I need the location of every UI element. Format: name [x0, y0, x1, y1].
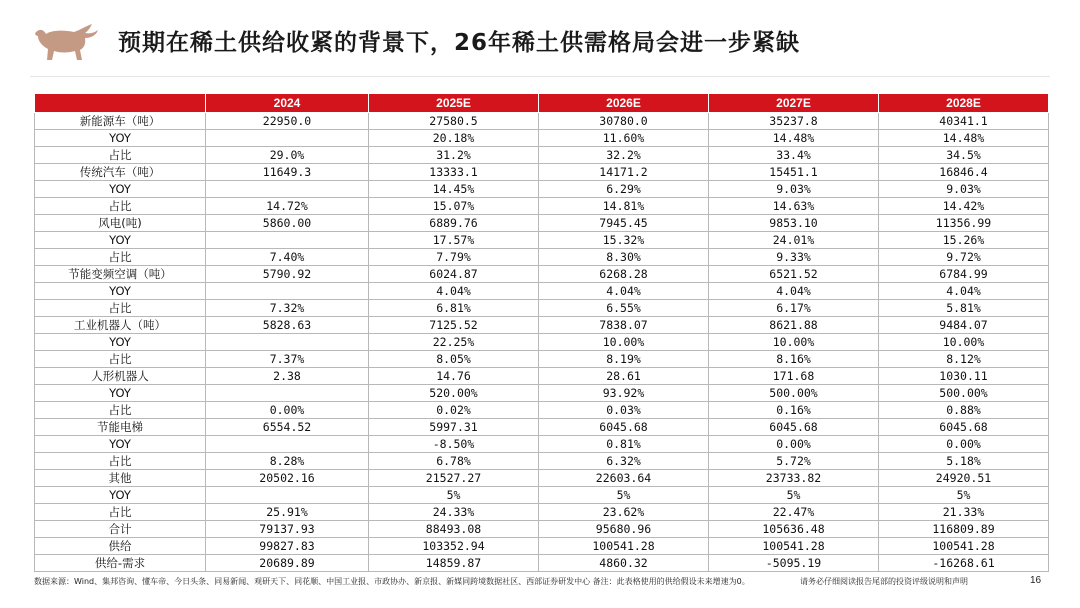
table-row	[35, 147, 1049, 164]
value-cell: 5997.31	[369, 419, 539, 436]
value-cell: 95680.96	[539, 521, 709, 538]
value-cell: 35237.8	[709, 113, 879, 130]
bull-logo-icon	[30, 18, 100, 64]
table-row	[35, 113, 1049, 130]
table-row	[35, 555, 1049, 572]
value-cell: 7.40%	[206, 249, 369, 266]
value-cell: 8.28%	[206, 453, 369, 470]
value-cell: -8.50%	[369, 436, 539, 453]
value-cell: 20502.16	[206, 470, 369, 487]
value-cell: 14.48%	[709, 130, 879, 147]
value-cell: 88493.08	[369, 521, 539, 538]
table-row	[35, 198, 1049, 215]
value-cell: 0.88%	[879, 402, 1049, 419]
table-row	[35, 232, 1049, 249]
table-row	[35, 283, 1049, 300]
row-label-cell: 占比	[35, 351, 206, 368]
value-cell: 520.00%	[369, 385, 539, 402]
table-row	[35, 385, 1049, 402]
value-cell	[206, 181, 369, 198]
table-row	[35, 521, 1049, 538]
value-cell: 8.12%	[879, 351, 1049, 368]
row-label-cell: 供给-需求	[35, 555, 206, 572]
value-cell	[206, 283, 369, 300]
row-label-cell: 占比	[35, 504, 206, 521]
value-cell: 6.81%	[369, 300, 539, 317]
value-cell: 9.03%	[879, 181, 1049, 198]
value-cell: 15.07%	[369, 198, 539, 215]
value-cell: 9.33%	[709, 249, 879, 266]
value-cell: 6.78%	[369, 453, 539, 470]
row-label-cell: 工业机器人（吨）	[35, 317, 206, 334]
value-cell: 32.2%	[539, 147, 709, 164]
value-cell: 30780.0	[539, 113, 709, 130]
value-cell: 25.91%	[206, 504, 369, 521]
value-cell: 500.00%	[879, 385, 1049, 402]
value-cell: 5860.00	[206, 215, 369, 232]
value-cell: 7838.07	[539, 317, 709, 334]
value-cell: 6268.28	[539, 266, 709, 283]
value-cell: 4.04%	[369, 283, 539, 300]
value-cell: -16268.61	[879, 555, 1049, 572]
value-cell: 99827.83	[206, 538, 369, 555]
value-cell: 103352.94	[369, 538, 539, 555]
value-cell: 0.00%	[709, 436, 879, 453]
table-row	[35, 317, 1049, 334]
value-cell: 23.62%	[539, 504, 709, 521]
value-cell: 6045.68	[539, 419, 709, 436]
value-cell: 6045.68	[709, 419, 879, 436]
value-cell	[206, 130, 369, 147]
value-cell: 14.42%	[879, 198, 1049, 215]
value-cell: 10.00%	[539, 334, 709, 351]
value-cell: 171.68	[709, 368, 879, 385]
source-note: 数据来源：Wind、集邦咨询、懂车帝、今日头条、同易新闻、观研天下、同花顺、中国工业报、市政协办、新京报、新媒同跨境数据社区、西部证券研发中心 备注：此表格使用的供给假设未来增速为0。	[34, 577, 750, 586]
value-cell: 22950.0	[206, 113, 369, 130]
value-cell: 22603.64	[539, 470, 709, 487]
value-cell: 24.33%	[369, 504, 539, 521]
value-cell: -5095.19	[709, 555, 879, 572]
disclaimer-note: 请务必仔细阅读报告尾部的投资评级说明和声明	[800, 577, 968, 586]
value-cell: 4860.32	[539, 555, 709, 572]
value-cell: 105636.48	[709, 521, 879, 538]
value-cell: 24920.51	[879, 470, 1049, 487]
value-cell: 5%	[369, 487, 539, 504]
table-row	[35, 470, 1049, 487]
value-cell: 9853.10	[709, 215, 879, 232]
column-header: 2025E	[369, 94, 539, 113]
value-cell: 6045.68	[879, 419, 1049, 436]
value-cell: 93.92%	[539, 385, 709, 402]
value-cell: 6521.52	[709, 266, 879, 283]
table-row	[35, 368, 1049, 385]
value-cell	[206, 385, 369, 402]
row-label-cell: YOY	[35, 232, 206, 249]
table-row	[35, 402, 1049, 419]
value-cell: 20.18%	[369, 130, 539, 147]
row-label-cell: 其他	[35, 470, 206, 487]
row-label-cell: YOY	[35, 181, 206, 198]
page-title: 预期在稀土供给收紧的背景下，26年稀土供需格局会进一步紧缺	[118, 30, 801, 56]
value-cell: 116809.89	[879, 521, 1049, 538]
row-label-cell: 占比	[35, 147, 206, 164]
row-label-cell: 占比	[35, 249, 206, 266]
table-row	[35, 266, 1049, 283]
value-cell: 8.19%	[539, 351, 709, 368]
value-cell: 2.38	[206, 368, 369, 385]
value-cell: 14.45%	[369, 181, 539, 198]
value-cell: 8.30%	[539, 249, 709, 266]
table-row	[35, 436, 1049, 453]
value-cell: 100541.28	[709, 538, 879, 555]
table-row	[35, 504, 1049, 521]
value-cell: 21.33%	[879, 504, 1049, 521]
table-row	[35, 249, 1049, 266]
value-cell: 22.47%	[709, 504, 879, 521]
value-cell: 8.05%	[369, 351, 539, 368]
value-cell: 6.17%	[709, 300, 879, 317]
value-cell: 9.03%	[709, 181, 879, 198]
value-cell: 15.26%	[879, 232, 1049, 249]
value-cell: 27580.5	[369, 113, 539, 130]
table-row	[35, 487, 1049, 504]
row-label-cell: YOY	[35, 385, 206, 402]
value-cell: 100541.28	[539, 538, 709, 555]
row-label-cell: YOY	[35, 487, 206, 504]
row-label-cell: 人形机器人	[35, 368, 206, 385]
value-cell	[206, 232, 369, 249]
table-row	[35, 215, 1049, 232]
title-divider	[30, 76, 1050, 77]
value-cell: 79137.93	[206, 521, 369, 538]
table-row	[35, 453, 1049, 470]
value-cell: 11649.3	[206, 164, 369, 181]
value-cell: 10.00%	[879, 334, 1049, 351]
value-cell: 0.02%	[369, 402, 539, 419]
value-cell: 21527.27	[369, 470, 539, 487]
value-cell: 34.5%	[879, 147, 1049, 164]
value-cell: 33.4%	[709, 147, 879, 164]
value-cell: 6.29%	[539, 181, 709, 198]
value-cell: 7.37%	[206, 351, 369, 368]
value-cell: 5.72%	[709, 453, 879, 470]
value-cell: 17.57%	[369, 232, 539, 249]
value-cell: 15451.1	[709, 164, 879, 181]
value-cell: 24.01%	[709, 232, 879, 249]
row-label-cell: 节能电梯	[35, 419, 206, 436]
value-cell: 6024.87	[369, 266, 539, 283]
value-cell: 14.63%	[709, 198, 879, 215]
row-label-cell: 占比	[35, 300, 206, 317]
value-cell: 5%	[539, 487, 709, 504]
row-label-cell: YOY	[35, 130, 206, 147]
value-cell: 8621.88	[709, 317, 879, 334]
column-header: 2027E	[709, 94, 879, 113]
value-cell: 6554.52	[206, 419, 369, 436]
column-header	[35, 94, 206, 113]
value-cell: 1030.11	[879, 368, 1049, 385]
value-cell: 6784.99	[879, 266, 1049, 283]
value-cell: 28.61	[539, 368, 709, 385]
table-row	[35, 181, 1049, 198]
value-cell: 23733.82	[709, 470, 879, 487]
value-cell: 7125.52	[369, 317, 539, 334]
value-cell: 6889.76	[369, 215, 539, 232]
table-row	[35, 419, 1049, 436]
value-cell: 0.16%	[709, 402, 879, 419]
value-cell: 11.60%	[539, 130, 709, 147]
value-cell: 40341.1	[879, 113, 1049, 130]
value-cell	[206, 487, 369, 504]
row-label-cell: 新能源车（吨）	[35, 113, 206, 130]
row-label-cell: 占比	[35, 198, 206, 215]
value-cell: 9.72%	[879, 249, 1049, 266]
value-cell: 7945.45	[539, 215, 709, 232]
value-cell: 20689.89	[206, 555, 369, 572]
value-cell: 4.04%	[539, 283, 709, 300]
table-row	[35, 164, 1049, 181]
value-cell: 10.00%	[709, 334, 879, 351]
row-label-cell: 占比	[35, 402, 206, 419]
value-cell: 7.79%	[369, 249, 539, 266]
value-cell: 0.03%	[539, 402, 709, 419]
value-cell: 5%	[709, 487, 879, 504]
value-cell: 100541.28	[879, 538, 1049, 555]
value-cell	[206, 436, 369, 453]
table-body	[35, 113, 1049, 572]
column-header: 2028E	[879, 94, 1049, 113]
page-number: 16	[1030, 575, 1042, 586]
value-cell: 29.0%	[206, 147, 369, 164]
table-row	[35, 538, 1049, 555]
value-cell: 14.72%	[206, 198, 369, 215]
row-label-cell: 合计	[35, 521, 206, 538]
table-row	[35, 351, 1049, 368]
value-cell: 14171.2	[539, 164, 709, 181]
row-label-cell: 占比	[35, 453, 206, 470]
row-label-cell: YOY	[35, 283, 206, 300]
table-header-row	[35, 94, 1049, 113]
value-cell: 500.00%	[709, 385, 879, 402]
value-cell: 0.00%	[206, 402, 369, 419]
value-cell: 6.32%	[539, 453, 709, 470]
value-cell: 22.25%	[369, 334, 539, 351]
supply-demand-table	[34, 93, 1049, 572]
value-cell: 5790.92	[206, 266, 369, 283]
value-cell: 4.04%	[709, 283, 879, 300]
value-cell	[206, 334, 369, 351]
table-row	[35, 334, 1049, 351]
column-header: 2026E	[539, 94, 709, 113]
column-header: 2024	[206, 94, 369, 113]
value-cell: 15.32%	[539, 232, 709, 249]
value-cell: 13333.1	[369, 164, 539, 181]
value-cell: 14.81%	[539, 198, 709, 215]
table-row	[35, 130, 1049, 147]
row-label-cell: 节能变频空调（吨）	[35, 266, 206, 283]
value-cell: 14.76	[369, 368, 539, 385]
value-cell: 5.18%	[879, 453, 1049, 470]
value-cell: 14859.87	[369, 555, 539, 572]
row-label-cell: 风电(吨)	[35, 215, 206, 232]
value-cell: 5%	[879, 487, 1049, 504]
value-cell: 31.2%	[369, 147, 539, 164]
row-label-cell: 供给	[35, 538, 206, 555]
value-cell: 0.81%	[539, 436, 709, 453]
row-label-cell: YOY	[35, 436, 206, 453]
value-cell: 9484.07	[879, 317, 1049, 334]
value-cell: 7.32%	[206, 300, 369, 317]
value-cell: 8.16%	[709, 351, 879, 368]
table-row	[35, 300, 1049, 317]
value-cell: 11356.99	[879, 215, 1049, 232]
value-cell: 6.55%	[539, 300, 709, 317]
row-label-cell: YOY	[35, 334, 206, 351]
value-cell: 5828.63	[206, 317, 369, 334]
value-cell: 5.81%	[879, 300, 1049, 317]
value-cell: 4.04%	[879, 283, 1049, 300]
value-cell: 16846.4	[879, 164, 1049, 181]
row-label-cell: 传统汽车（吨）	[35, 164, 206, 181]
value-cell: 0.00%	[879, 436, 1049, 453]
value-cell: 14.48%	[879, 130, 1049, 147]
